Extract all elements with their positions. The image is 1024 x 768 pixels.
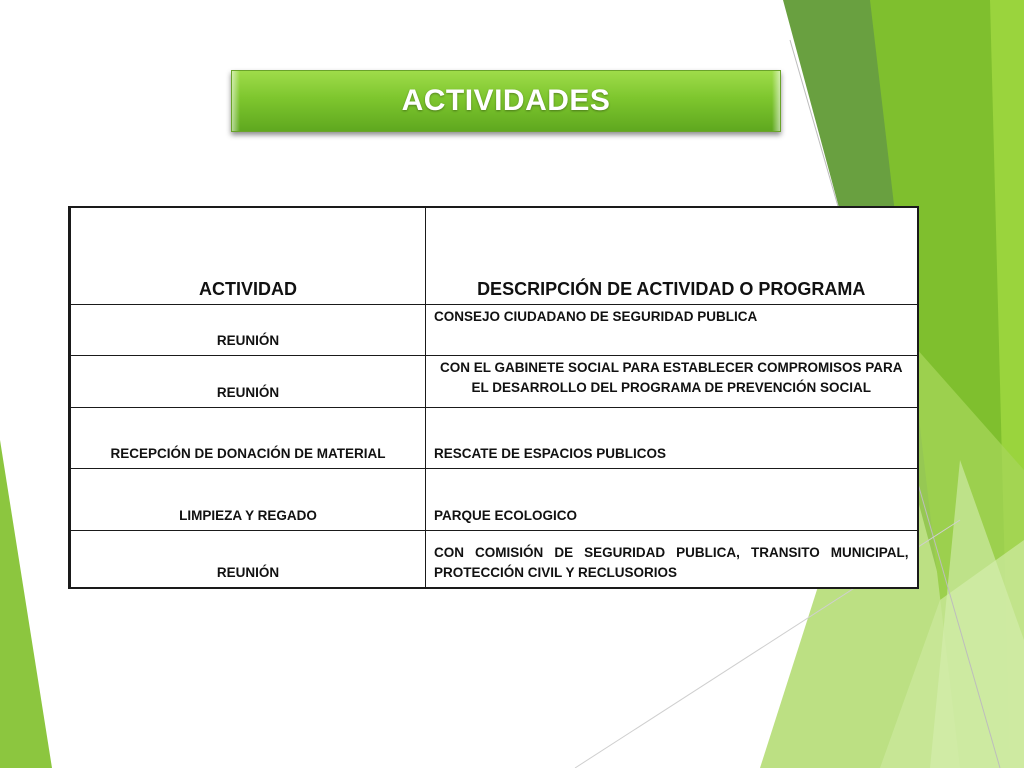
description-cell: RESCATE DE ESPACIOS PUBLICOS	[426, 408, 918, 469]
activity-cell: REUNIÓN	[70, 305, 426, 356]
slide-title: ACTIVIDADES	[401, 84, 611, 117]
left-green-stripe	[0, 440, 52, 768]
description-cell: CON EL GABINETE SOCIAL PARA ESTABLECER COMPROMISOS PARA EL DESARROLLO DEL PROGRAMA DE PREVENCIÓN SOCIAL	[426, 356, 918, 408]
activity-cell: REUNIÓN	[70, 356, 426, 408]
activities-table	[68, 206, 919, 589]
table-row	[70, 469, 918, 531]
header-activity: ACTIVIDAD	[70, 207, 426, 305]
table-row	[70, 408, 918, 469]
title-banner	[231, 70, 781, 132]
header-description: DESCRIPCIÓN DE ACTIVIDAD O PROGRAMA	[426, 207, 918, 305]
description-cell: CONSEJO CIUDADANO DE SEGURIDAD PUBLICA	[426, 305, 918, 356]
table-row	[70, 305, 918, 356]
description-cell: CON COMISIÓN DE SEGURIDAD PUBLICA, TRANSITO MUNICIPAL, PROTECCIÓN CIVIL Y RECLUSORIOS	[426, 531, 918, 588]
description-cell: PARQUE ECOLOGICO	[426, 469, 918, 531]
table-header-row	[70, 207, 918, 305]
activity-cell: RECEPCIÓN DE DONACIÓN DE MATERIAL	[70, 408, 426, 469]
activity-cell: REUNIÓN	[70, 531, 426, 588]
table-row	[70, 531, 918, 588]
activity-cell: LIMPIEZA Y REGADO	[70, 469, 426, 531]
table-row	[70, 356, 918, 408]
